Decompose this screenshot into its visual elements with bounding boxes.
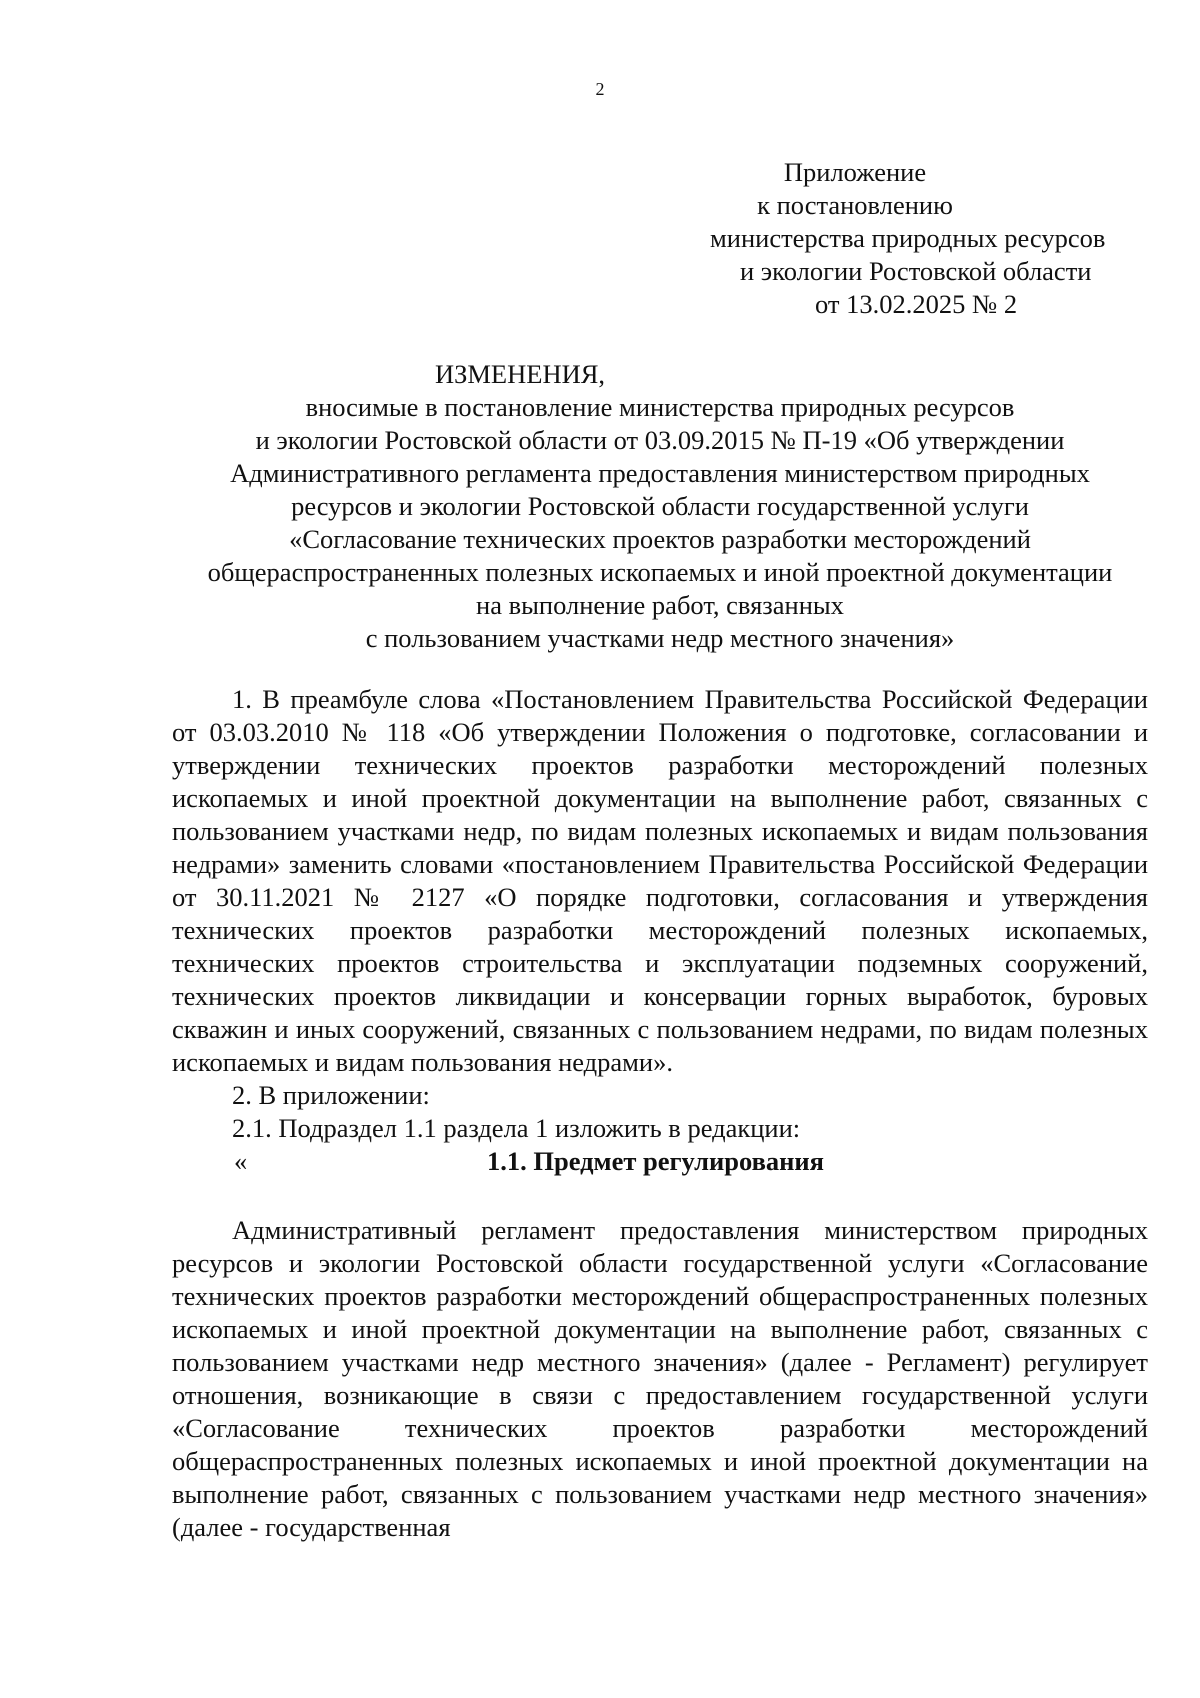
paragraph-1: 1. В преамбуле слова «Постановлением Правительства Российской Федерации от 03.03.2010 № 118 «Об утверждении Положения о подготовке, согласовании и утверждении технических проектов разработки месторождений полезных ископаемых и иной проектной документации на выполнение работ, связанных с пользованием участками недр, по видам полезных ископаемых и видам пользования недрами» заменить словами «постановлением Правительства Российской Федерации от 30.11.2021 № 2127 «О порядке подготовки, согласования и утверждения технических проектов разработки месторождений полезных ископаемых, технических проектов строительства и эксплуатации подземных сооружений, технических проектов ликвидации и консервации горных выработок, буровых скважин и иных сооружений, связанных с пользованием недрами, по видам полезных ископаемых и видам пользования недрами». [172, 684, 1148, 1077]
appendix-line-3: министерства природных ресурсов [710, 223, 1106, 253]
document-body [172, 683, 1148, 1544]
title-line: общераспространенных полезных ископаемых и иной проектной документации [207, 557, 1113, 587]
spacer [172, 1178, 1148, 1214]
appendix-line-4: и экологии Ростовской области [740, 256, 1092, 286]
title-line: с пользованием участками недр местного значения» [365, 623, 955, 653]
paragraph-2: Административный регламент предоставления министерством природных ресурсов и экологии Ростовской области государственной услуги «Согласование технических проектов разработки месторождений общераспространенных полезных ископаемых и иной проектной документации на выполнение работ, связанных с пользованием участками недр местного значения» (далее - Регламент) регулирует отношения, возникающие в связи с предоставлением государственной услуги «Согласование технических проектов разработки месторождений общераспространенных полезных ископаемых и иной проектной документации на выполнение работ, связанных с пользованием участками недр местного значения» (далее - государственная [172, 1215, 1148, 1542]
item-2-1: 2.1. Подраздел 1.1 раздела 1 изложить в редакции: [232, 1113, 801, 1143]
title-line: на выполнение работ, связанных [476, 590, 844, 620]
opening-quote: « [234, 1146, 248, 1176]
title-line: вносимые в постановление министерства природных ресурсов [305, 392, 1015, 422]
document-title [170, 358, 1150, 655]
title-line: Административного регламента предоставления министерством природных [230, 458, 1090, 488]
appendix-line-1: Приложение [783, 157, 927, 187]
section-heading [172, 1145, 1148, 1178]
title-line: и экологии Ростовской области от 03.09.2015 № П-19 «Об утверждении [255, 425, 1065, 455]
item-2: 2. В приложении: [232, 1080, 430, 1110]
title-line: ресурсов и экологии Ростовской области государственной услуги [291, 491, 1029, 521]
page-number: 2 [595, 79, 605, 99]
title-subtitle [170, 391, 1150, 655]
title-heading: ИЗМЕНЕНИЯ, [434, 359, 606, 389]
appendix-line-2: к постановлению [757, 190, 953, 220]
section-heading-text: 1.1. Предмет регулирования [487, 1146, 825, 1176]
appendix-block [640, 156, 1200, 321]
appendix-line-5: от 13.02.2025 № 2 [815, 289, 1018, 319]
title-line: «Согласование технических проектов разработки месторождений [289, 524, 1031, 554]
